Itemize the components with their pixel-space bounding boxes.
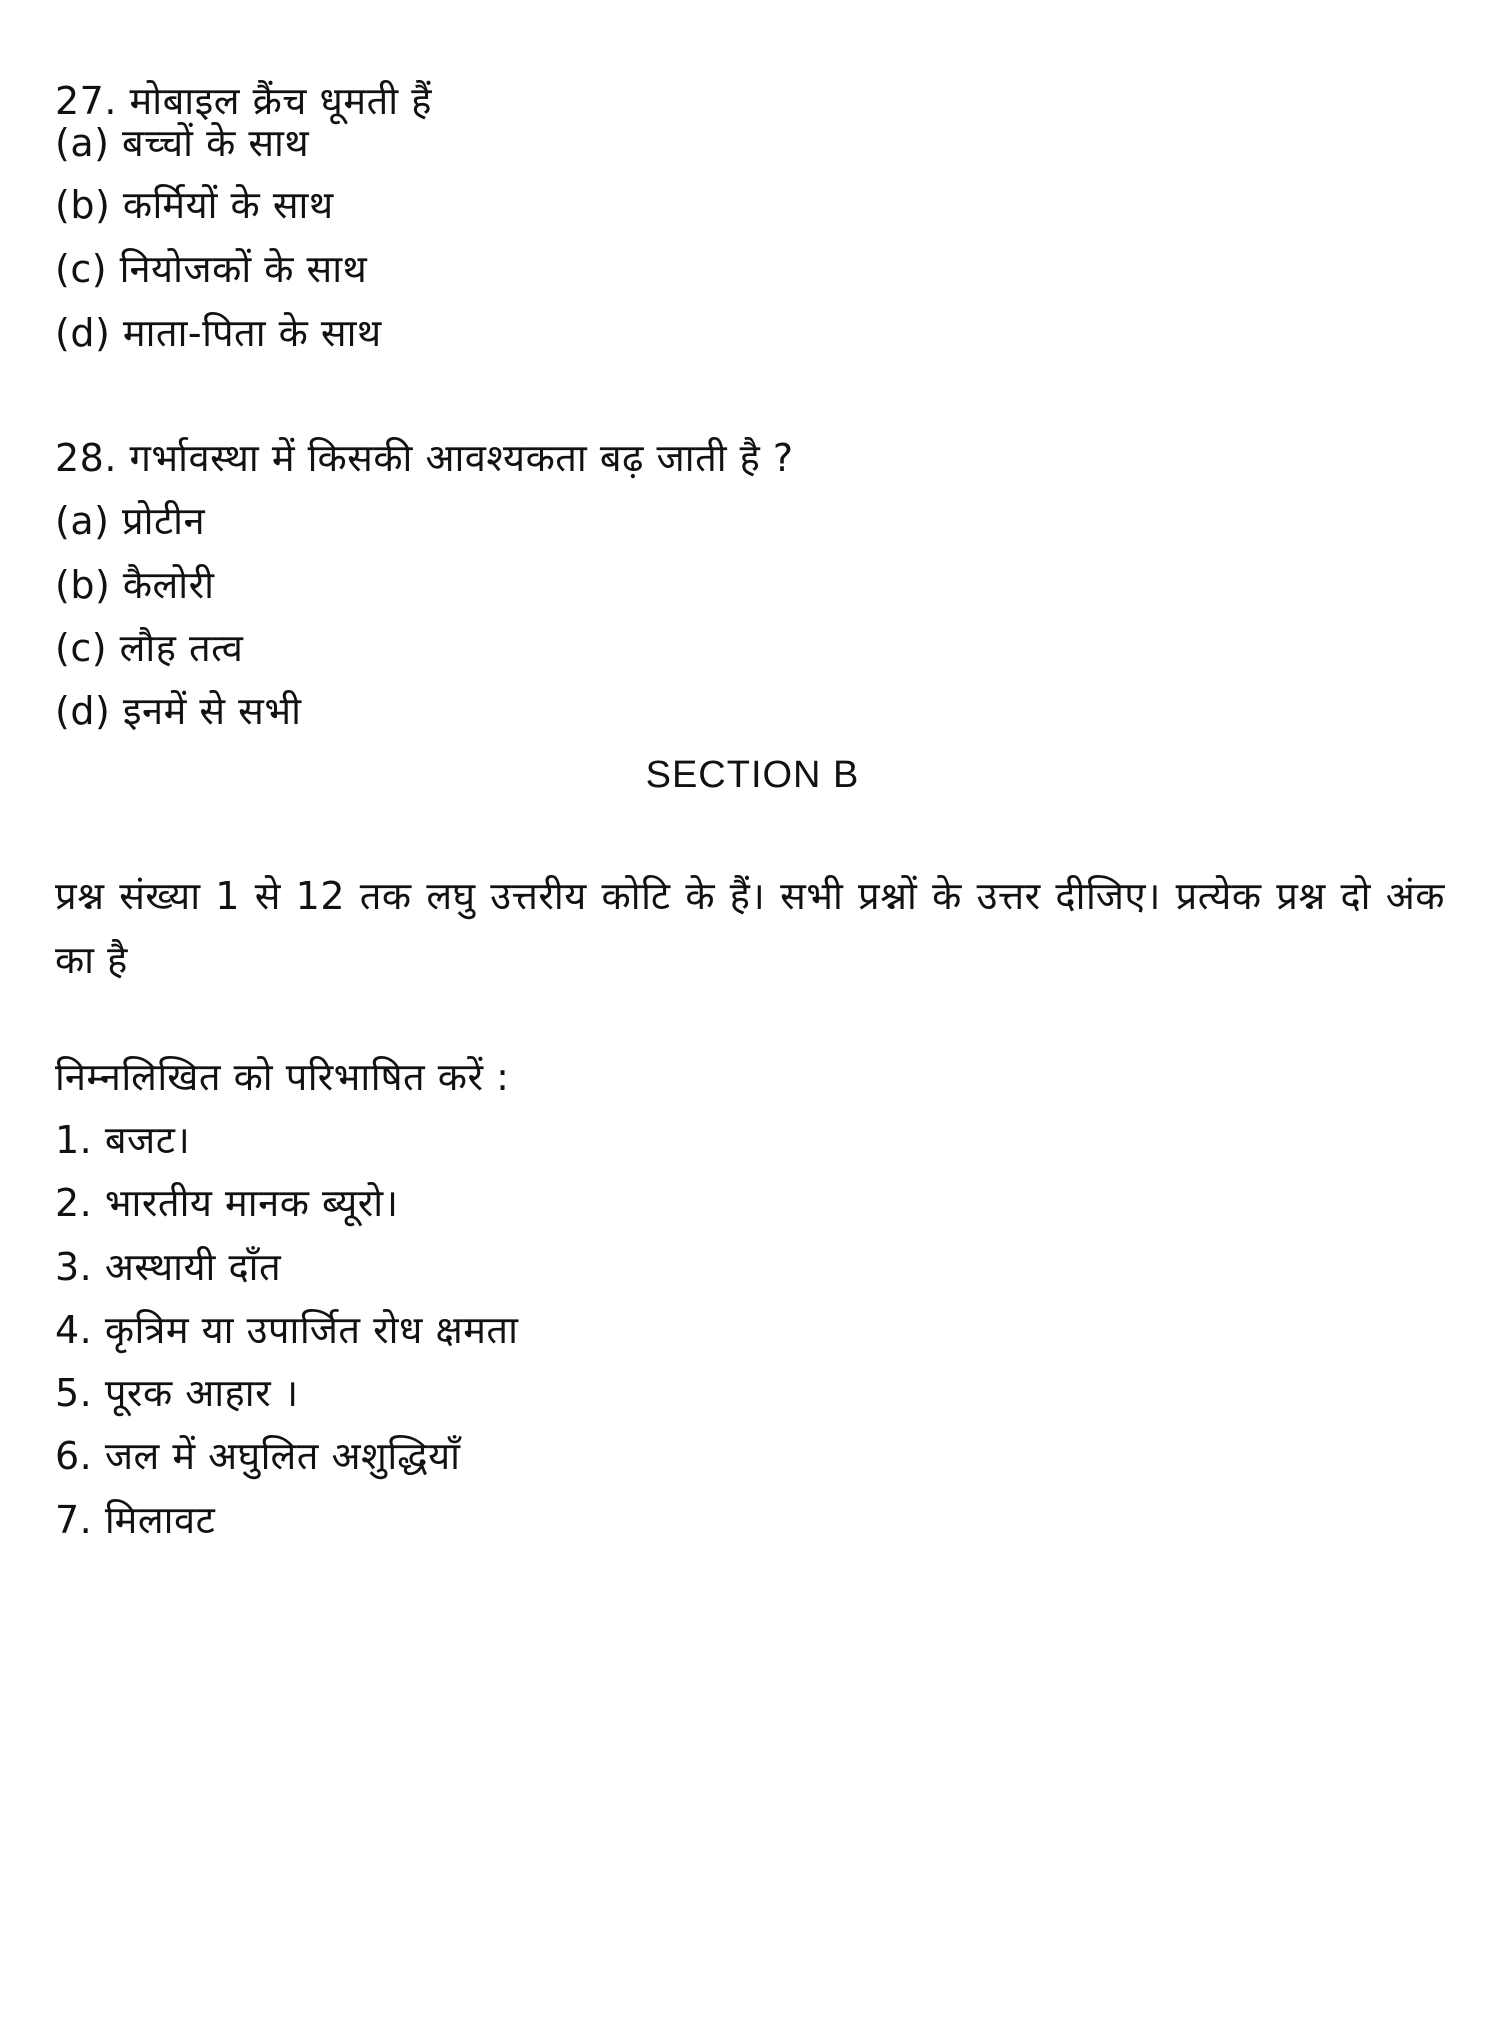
definition-item: 5. पूरक आहार । <box>55 1371 299 1415</box>
define-prompt: निम्नलिखित को परिभाषित करें : <box>55 1055 510 1099</box>
definition-item: 6. जल में अघुलित अशुद्धियाँ <box>55 1434 461 1478</box>
option-a: (a) बच्चों के साथ <box>55 121 310 165</box>
definition-item: 3. अस्थायी दाँत <box>55 1245 282 1289</box>
question-27: 27. मोबाइल क्रैंच धूमती हैं <box>55 79 432 123</box>
question-28: 28. गर्भावस्था में किसकी आवश्यकता बढ़ जाती है ? <box>55 436 794 480</box>
option-d: (d) इनमें से सभी <box>55 689 302 733</box>
option-b: (b) कैलोरी <box>55 563 215 607</box>
definition-item: 2. भारतीय मानक ब्यूरो। <box>55 1181 399 1225</box>
definition-item: 4. कृत्रिम या उपार्जित रोध क्षमता <box>55 1308 519 1352</box>
option-c: (c) लौह तत्व <box>55 626 244 670</box>
option-c: (c) नियोजकों के साथ <box>55 247 368 291</box>
section-b-instructions: प्रश्न संख्या 1 से 12 तक लघु उत्तरीय कोटि के हैं। सभी प्रश्नों के उत्तर दीजिए। प्रत्येक प्रश्न दो अंक का है <box>55 874 1445 982</box>
definition-item: 1. बजट। <box>55 1118 191 1162</box>
section-b-heading: SECTION B <box>645 754 860 796</box>
definition-item: 7. मिलावट <box>55 1498 216 1542</box>
option-b: (b) कर्मियों के साथ <box>55 183 334 227</box>
option-d: (d) माता-पिता के साथ <box>55 311 382 355</box>
option-a: (a) प्रोटीन <box>55 499 206 543</box>
